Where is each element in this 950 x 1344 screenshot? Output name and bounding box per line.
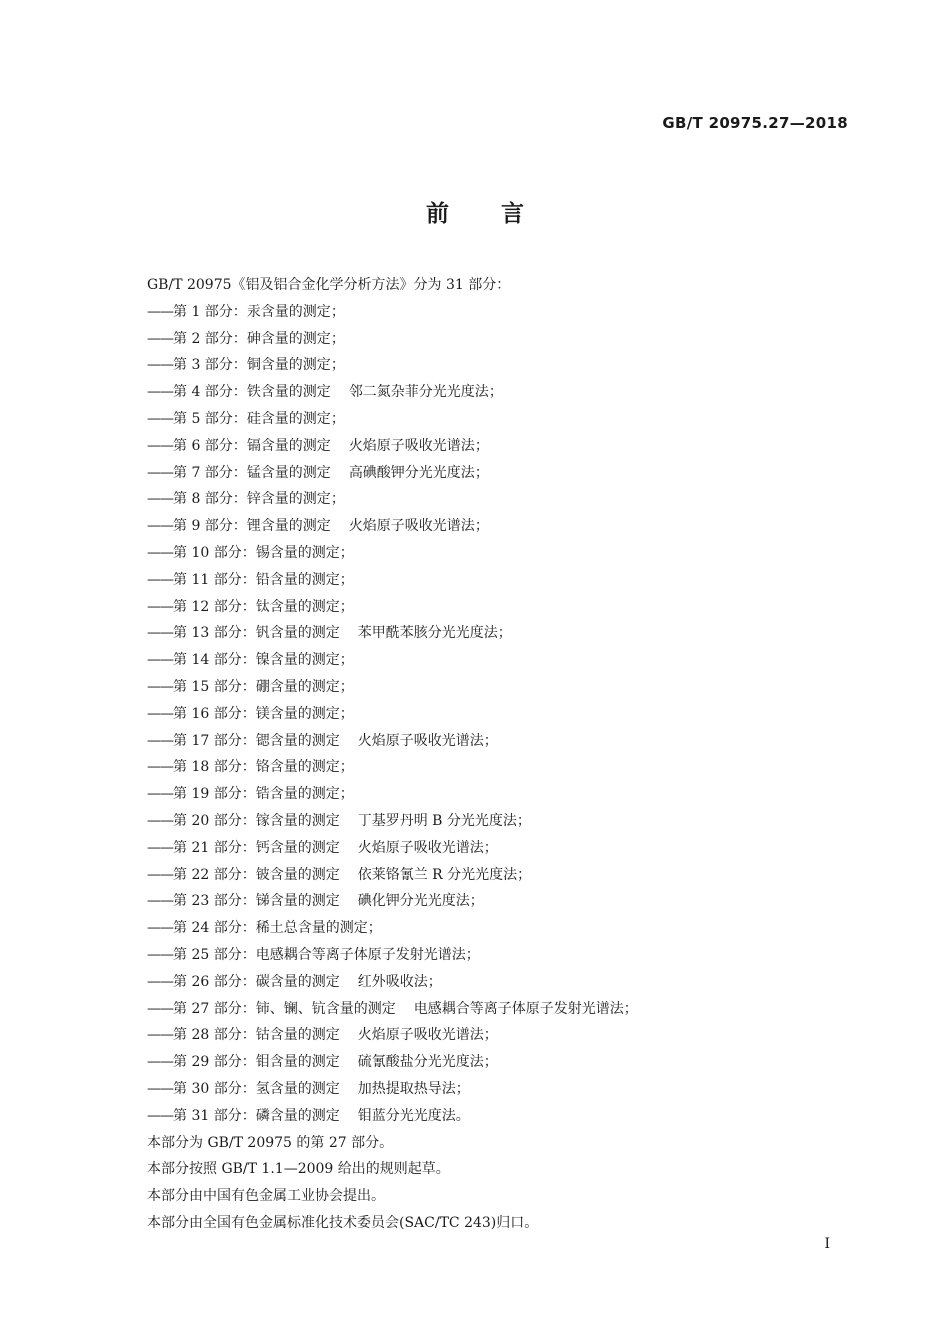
part-subject: 氢含量的测定 <box>255 1080 340 1097</box>
part-subject: 磷含量的测定 <box>255 1107 340 1124</box>
part-list-item <box>147 594 867 621</box>
part-subject: 铅含量的测定 <box>255 571 340 588</box>
part-prefix: 第 15 部分： <box>173 678 256 695</box>
part-subject: 铁含量的测定 <box>246 384 331 401</box>
part-subject: 锡含量的测定 <box>255 544 340 561</box>
list-dash: —— <box>147 491 173 508</box>
part-prefix: 第 26 部分： <box>173 973 256 990</box>
part-subject: 钴含量的测定 <box>255 1027 340 1044</box>
part-list-item <box>147 647 867 674</box>
page-title: 前言 <box>426 201 576 227</box>
part-method: 加热提取热导法 <box>357 1080 456 1097</box>
list-dash: —— <box>147 866 173 883</box>
part-subject: 汞含量的测定 <box>246 303 331 320</box>
part-punctuation: ； <box>465 946 480 963</box>
part-punctuation: ； <box>474 464 489 481</box>
page-number: I <box>824 1236 830 1252</box>
part-subject: 碳含量的测定 <box>255 973 340 990</box>
part-punctuation: ； <box>339 652 354 669</box>
list-dash: —— <box>147 410 173 427</box>
part-list-item <box>147 728 867 755</box>
part-list-item <box>147 996 867 1023</box>
list-dash: —— <box>147 384 173 401</box>
part-list-item <box>147 1076 867 1103</box>
part-punctuation: ； <box>474 437 489 454</box>
list-dash: —— <box>147 1000 173 1017</box>
list-dash: —— <box>147 678 173 695</box>
list-dash: —— <box>147 759 173 776</box>
part-list-item <box>147 808 867 835</box>
part-list-item <box>147 299 867 326</box>
list-dash: —— <box>147 330 173 347</box>
part-prefix: 第 23 部分： <box>173 893 256 910</box>
part-punctuation: ； <box>517 866 532 883</box>
part-list-item <box>147 674 867 701</box>
part-prefix: 第 22 部分： <box>173 866 256 883</box>
part-list-item <box>147 1103 867 1130</box>
part-prefix: 第 4 部分： <box>173 384 247 401</box>
part-punctuation: ； <box>469 893 484 910</box>
part-list-item <box>147 942 867 969</box>
list-dash: —— <box>147 786 173 803</box>
part-list-item <box>147 1022 867 1049</box>
standard-number: GB/T 20975.27—2018 <box>662 114 848 132</box>
part-prefix: 第 29 部分： <box>173 1054 256 1071</box>
part-list-item <box>147 969 867 996</box>
list-dash: —— <box>147 625 173 642</box>
part-prefix: 第 25 部分： <box>173 946 256 963</box>
part-method: 硫氰酸盐分光光度法 <box>357 1054 484 1071</box>
list-dash: —— <box>147 518 173 535</box>
part-prefix: 第 6 部分： <box>173 437 247 454</box>
part-subject: 钛含量的测定 <box>255 598 340 615</box>
list-dash: —— <box>147 544 173 561</box>
part-list-item <box>147 915 867 942</box>
parts-list <box>147 299 867 1130</box>
part-method: 火焰原子吸收光谱法 <box>348 437 475 454</box>
list-dash: —— <box>147 598 173 615</box>
list-dash: —— <box>147 464 173 481</box>
list-dash: —— <box>147 357 173 374</box>
part-subject: 镓含量的测定 <box>255 812 340 829</box>
part-list-item <box>147 781 867 808</box>
part-punctuation: ； <box>474 518 489 535</box>
part-subject: 镍含量的测定 <box>255 652 340 669</box>
list-dash: —— <box>147 973 173 990</box>
part-prefix: 第 21 部分： <box>173 839 256 856</box>
part-punctuation: ； <box>483 1027 498 1044</box>
part-list-item <box>147 486 867 513</box>
part-method: 火焰原子吸收光谱法 <box>357 1027 484 1044</box>
list-dash: —— <box>147 705 173 722</box>
part-method: 苯甲酰苯胲分光光度法 <box>357 625 498 642</box>
part-prefix: 第 20 部分： <box>173 812 256 829</box>
part-list-item <box>147 754 867 781</box>
part-method: 火焰原子吸收光谱法 <box>357 839 484 856</box>
part-subject: 钒含量的测定 <box>255 625 340 642</box>
part-prefix: 第 1 部分： <box>173 303 247 320</box>
foreword-body <box>147 272 867 1237</box>
part-subject: 电感耦合等离子体原子发射光谱法 <box>255 946 466 963</box>
list-dash: —— <box>147 1054 173 1071</box>
part-punctuation: ； <box>427 973 442 990</box>
part-prefix: 第 10 部分： <box>173 544 256 561</box>
part-subject: 铬含量的测定 <box>255 759 340 776</box>
part-punctuation: ； <box>339 678 354 695</box>
part-punctuation: ； <box>339 759 354 776</box>
part-prefix: 第 27 部分： <box>173 1000 256 1017</box>
closing-paragraph: 本部分为 GB/T 20975 的第 27 部分。 <box>147 1134 394 1151</box>
part-subject: 锆含量的测定 <box>255 786 340 803</box>
part-punctuation: ； <box>339 705 354 722</box>
part-list-item <box>147 701 867 728</box>
part-subject: 钙含量的测定 <box>255 839 340 856</box>
part-subject: 锌含量的测定 <box>246 491 331 508</box>
part-list-item <box>147 352 867 379</box>
part-method: 碘化钾分光光度法 <box>357 893 470 910</box>
list-dash: —— <box>147 839 173 856</box>
part-punctuation: ； <box>330 491 345 508</box>
part-prefix: 第 2 部分： <box>173 330 247 347</box>
part-punctuation: 。 <box>455 1107 470 1124</box>
part-method: 依莱铬氰兰 R 分光光度法 <box>357 866 518 883</box>
part-punctuation: ； <box>488 384 503 401</box>
part-prefix: 第 11 部分： <box>173 571 256 588</box>
part-prefix: 第 19 部分： <box>173 786 256 803</box>
part-punctuation: ； <box>330 357 345 374</box>
list-dash: —— <box>147 812 173 829</box>
part-method: 高碘酸钾分光光度法 <box>348 464 475 481</box>
part-punctuation: ； <box>623 1000 638 1017</box>
part-list-item <box>147 835 867 862</box>
part-list-item <box>147 433 867 460</box>
part-punctuation: ； <box>339 786 354 803</box>
part-prefix: 第 12 部分： <box>173 598 256 615</box>
list-dash: —— <box>147 893 173 910</box>
part-prefix: 第 24 部分： <box>173 920 256 937</box>
part-list-item <box>147 460 867 487</box>
part-subject: 锰含量的测定 <box>246 464 331 481</box>
part-punctuation: ； <box>483 839 498 856</box>
part-prefix: 第 14 部分： <box>173 652 256 669</box>
part-method: 丁基罗丹明 B 分光光度法 <box>357 812 517 829</box>
part-punctuation: ； <box>339 571 354 588</box>
part-prefix: 第 5 部分： <box>173 410 247 427</box>
closing-paragraph: 本部分由中国有色金属工业协会提出。 <box>147 1188 385 1205</box>
part-subject: 钼含量的测定 <box>255 1054 340 1071</box>
part-subject: 稀土总含量的测定 <box>255 920 368 937</box>
part-subject: 铈、镧、钪含量的测定 <box>255 1000 396 1017</box>
part-prefix: 第 9 部分： <box>173 518 247 535</box>
part-method: 火焰原子吸收光谱法 <box>348 518 475 535</box>
part-prefix: 第 31 部分： <box>173 1107 256 1124</box>
list-dash: —— <box>147 437 173 454</box>
part-subject: 硅含量的测定 <box>246 410 331 427</box>
closing-paragraph: 本部分由全国有色金属标准化技术委员会(SAC/TC 243)归口。 <box>147 1214 539 1231</box>
part-subject: 铜含量的测定 <box>246 357 331 374</box>
list-dash: —— <box>147 1107 173 1124</box>
part-method: 钼蓝分光光度法 <box>357 1107 456 1124</box>
part-prefix: 第 13 部分： <box>173 625 256 642</box>
part-prefix: 第 16 部分： <box>173 705 256 722</box>
closing-paragraphs <box>147 1130 867 1237</box>
part-subject: 锶含量的测定 <box>255 732 340 749</box>
part-method: 火焰原子吸收光谱法 <box>357 732 484 749</box>
part-list-item <box>147 379 867 406</box>
intro-paragraph: GB/T 20975《铝及铝合金化学分析方法》分为 31 部分： <box>147 277 511 293</box>
part-subject: 硼含量的测定 <box>255 678 340 695</box>
part-list-item <box>147 1049 867 1076</box>
part-list-item <box>147 888 867 915</box>
part-prefix: 第 28 部分： <box>173 1027 256 1044</box>
part-punctuation: ； <box>483 1054 498 1071</box>
part-prefix: 第 8 部分： <box>173 491 247 508</box>
part-punctuation: ； <box>330 330 345 347</box>
part-list-item <box>147 862 867 889</box>
part-prefix: 第 7 部分： <box>173 464 247 481</box>
list-dash: —— <box>147 920 173 937</box>
part-subject: 砷含量的测定 <box>246 330 331 347</box>
part-subject: 镁含量的测定 <box>255 705 340 722</box>
part-list-item <box>147 513 867 540</box>
part-prefix: 第 17 部分： <box>173 732 256 749</box>
list-dash: —— <box>147 571 173 588</box>
part-method: 红外吸收法 <box>357 973 428 990</box>
part-punctuation: ； <box>330 410 345 427</box>
list-dash: —— <box>147 946 173 963</box>
part-punctuation: ； <box>367 920 382 937</box>
part-punctuation: ； <box>339 598 354 615</box>
part-method: 电感耦合等离子体原子发射光谱法 <box>413 1000 624 1017</box>
part-subject: 镉含量的测定 <box>246 437 331 454</box>
part-prefix: 第 18 部分： <box>173 759 256 776</box>
part-punctuation: ； <box>516 812 531 829</box>
part-punctuation: ； <box>339 544 354 561</box>
part-subject: 锂含量的测定 <box>246 518 331 535</box>
part-list-item <box>147 540 867 567</box>
list-dash: —— <box>147 303 173 320</box>
part-list-item <box>147 406 867 433</box>
part-subject: 铍含量的测定 <box>255 866 340 883</box>
part-prefix: 第 3 部分： <box>173 357 247 374</box>
part-punctuation: ； <box>330 303 345 320</box>
part-subject: 锑含量的测定 <box>255 893 340 910</box>
list-dash: —— <box>147 1027 173 1044</box>
part-list-item <box>147 567 867 594</box>
list-dash: —— <box>147 1080 173 1097</box>
part-punctuation: ； <box>497 625 512 642</box>
part-punctuation: ； <box>455 1080 470 1097</box>
part-punctuation: ； <box>483 732 498 749</box>
part-list-item <box>147 326 867 353</box>
part-list-item <box>147 620 867 647</box>
part-prefix: 第 30 部分： <box>173 1080 256 1097</box>
list-dash: —— <box>147 732 173 749</box>
list-dash: —— <box>147 652 173 669</box>
part-method: 邻二氮杂菲分光光度法 <box>348 384 489 401</box>
closing-paragraph: 本部分按照 GB/T 1.1—2009 给出的规则起草。 <box>147 1161 450 1178</box>
